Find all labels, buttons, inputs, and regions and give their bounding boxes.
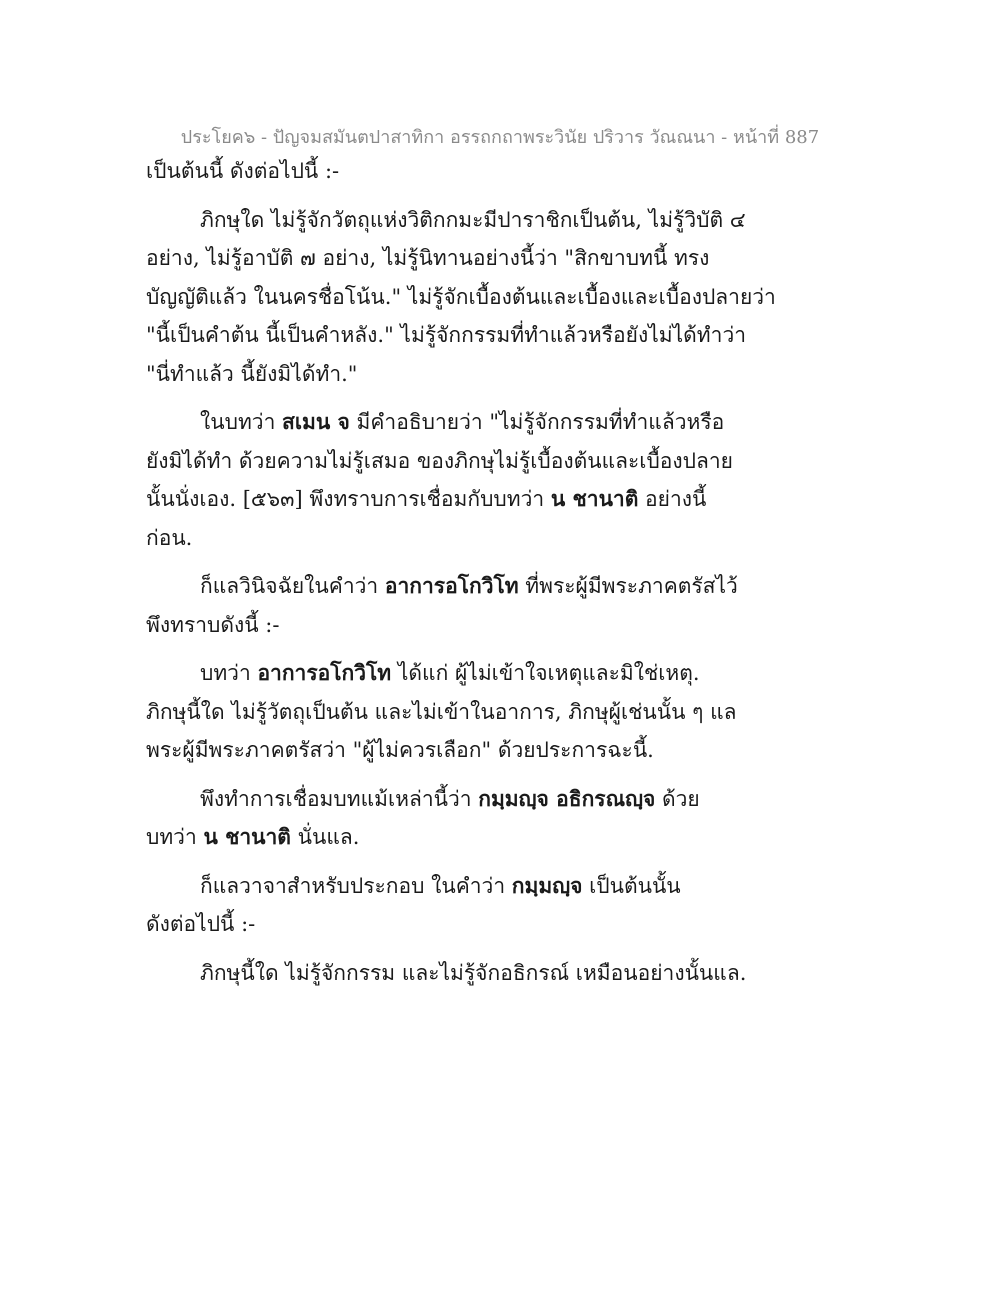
text-line <box>146 480 866 519</box>
text-run: "นี่ทำแล้ว นี้ยังมิได้ทำ." <box>146 361 358 386</box>
text-line <box>146 693 866 732</box>
paragraph <box>146 654 866 770</box>
text-run: พระผู้มีพระภาคตรัสว่า "ผู้ไม่ควรเลือก" ด้วยประการฉะนี้. <box>146 738 654 762</box>
bold-term: น ชานาติ <box>550 486 639 511</box>
text-run: ดังต่อไปนี้ :- <box>146 912 256 936</box>
text-line <box>146 606 866 645</box>
page-header: ประโยค๖ - ปัญจมสมันตปาสาทิกา อรรถกถาพระวินัย ปริวาร วัณณนา - หน้าที่ 887 <box>180 127 820 148</box>
text-line <box>146 905 866 944</box>
text-run: บัญญัติแล้ว ในนครชื่อโน้น." ไม่รู้จักเบื้องต้นและเบื้องและเบื้องปลายว่า <box>146 284 776 309</box>
text-run: ก่อน. <box>146 525 193 550</box>
paragraph <box>146 201 866 394</box>
text-run: เป็นต้นนี้ ดังต่อไปนี้ :- <box>146 159 340 183</box>
text-line <box>146 954 866 993</box>
paragraph <box>146 780 866 857</box>
text-run: นั่นแล. <box>290 825 360 849</box>
text-run: อย่าง, ไม่รู้อาบัติ ๗ อย่าง, ไม่รู้นิทานอย่างนี้ว่า "สิกขาบทนี้ ทรง <box>146 246 710 270</box>
text-line <box>146 201 866 240</box>
document-body <box>146 152 866 1002</box>
text-run: บทว่า <box>146 825 204 849</box>
text-run: ก็แลวาจาสำหรับประกอบ ในคำว่า <box>200 873 512 898</box>
text-line <box>146 152 866 191</box>
bold-term: กมฺมญฺจ <box>511 872 583 898</box>
paragraph <box>146 567 866 644</box>
text-line <box>146 239 866 278</box>
text-run: ภิกษุใด ไม่รู้จักวัตถุแห่งวิติกกมะมีปาราชิกเป็นต้น, ไม่รู้วิบัติ ๔ <box>200 207 746 232</box>
text-line <box>146 278 866 317</box>
text-run: "นี้เป็นคำต้น นี้เป็นคำหลัง." ไม่รู้จักกรรมที่ทำแล้วหรือยังไม่ได้ทำว่า <box>146 323 747 347</box>
paragraph <box>146 954 866 993</box>
text-line <box>146 654 866 693</box>
text-run: ยังมิได้ทำ ด้วยความไม่รู้เสมอ ของภิกษุไม่รู้เบื้องต้นและเบื้องปลาย <box>146 448 733 473</box>
bold-term: สเมน จ <box>282 409 350 434</box>
bold-term: อาการอโกวิโท <box>257 660 392 685</box>
text-run: อย่างนี้ <box>638 487 707 511</box>
text-run: บทว่า <box>200 661 258 685</box>
text-line <box>146 818 866 857</box>
text-run: นั้นนั่งเอง. [๕๖๓] พึงทราบการเชื่อมกับบทว่า <box>146 487 551 511</box>
text-run: ภิกษุนี้ใด ไม่รู้วัตถุเป็นต้น และไม่เข้าในอาการ, ภิกษุผู้เช่นนั้น ๆ แล <box>146 699 737 724</box>
bold-term: น ชานาติ <box>203 824 291 849</box>
bold-term: อาการอโกวิโท <box>384 573 519 598</box>
text-run: ก็แลวินิจฉัยในคำว่า <box>200 574 385 598</box>
text-run: พึงทำการเชื่อมบทแม้เหล่านี้ว่า <box>200 786 479 811</box>
paragraph <box>146 403 866 557</box>
text-run: ภิกษุนี้ใด ไม่รู้จักกรรม และไม่รู้จักอธิกรณ์ เหมือนอย่างนั้นแล. <box>200 960 747 985</box>
text-line <box>146 867 866 906</box>
text-line <box>146 442 866 481</box>
text-run: ที่พระผู้มีพระภาคตรัสไว้ <box>518 574 738 598</box>
bold-term: กมฺมญฺจ อธิกรณญฺจ <box>478 785 656 811</box>
text-run: มีคำอธิบายว่า "ไม่รู้จักกรรมที่ทำแล้วหรือ <box>349 410 725 434</box>
text-run: ในบทว่า <box>200 410 283 434</box>
text-line <box>146 403 866 442</box>
text-line <box>146 780 866 819</box>
text-line <box>146 567 866 606</box>
text-line <box>146 731 866 770</box>
paragraph <box>146 152 866 191</box>
text-run: ด้วย <box>655 786 700 811</box>
text-line <box>146 519 866 558</box>
text-line <box>146 355 866 394</box>
text-run: เป็นต้นนั้น <box>582 873 681 898</box>
text-run: ได้แก่ ผู้ไม่เข้าใจเหตุและมิใช่เหตุ. <box>391 661 700 685</box>
text-run: พึงทราบดังนี้ :- <box>146 612 280 637</box>
text-line <box>146 316 866 355</box>
paragraph <box>146 867 866 944</box>
